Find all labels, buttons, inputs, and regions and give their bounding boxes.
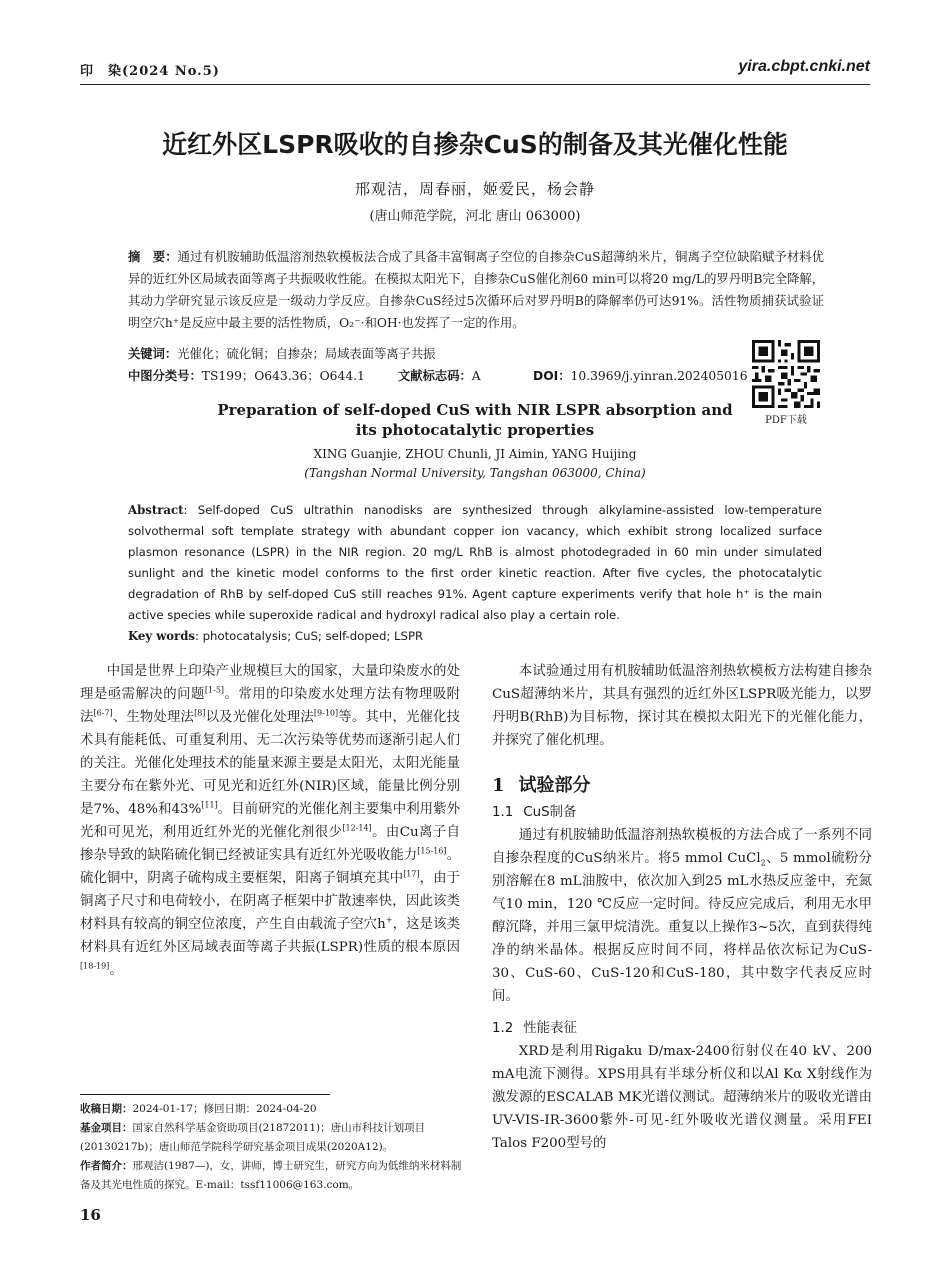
intro-text: 。常用的印染废水处理方法有物理吸附法 — [80, 687, 461, 725]
section-title: 性能表征 — [523, 1021, 577, 1036]
intro-text: ，这是该类材料具有近红外区局域表面等离子共振(LSPR)性质的根本原因 — [80, 917, 461, 955]
received-text: 2024-01-17；修回日期：2024-04-20 — [132, 1103, 317, 1115]
abstract-cn-label: 摘 要： — [128, 250, 178, 264]
doi-label: DOI： — [533, 369, 571, 383]
keywords-en-label: Key words — [128, 629, 195, 643]
author-label: 作者简介： — [80, 1160, 133, 1172]
keywords-cn-label: 关键词： — [128, 347, 178, 361]
section-number: 1 — [492, 775, 505, 796]
citation[interactable]: [1-5] — [204, 685, 225, 695]
paper-title-en-line2: its photocatalytic properties — [355, 421, 595, 439]
intro-text: 。硫化铜中，阴离子硫构成主要框架，阳离子铜填充其中 — [80, 848, 461, 886]
received-label: 收稿日期： — [80, 1103, 133, 1115]
section-heading-1-1 — [492, 802, 872, 824]
fund-label: 基金项目： — [80, 1122, 133, 1134]
paper-title-cn: 近红外区LSPR吸收的自掺杂CuS的制备及其光催化性能 — [162, 130, 788, 159]
clc-value: TS199；O643.36；O644.1 — [201, 369, 365, 383]
citation[interactable]: [6-7] — [93, 708, 113, 718]
qr-code-icon[interactable] — [752, 340, 820, 408]
classification-line — [128, 366, 748, 386]
pdf-download-label[interactable]: PDF下载 — [765, 415, 807, 426]
section-number: 1.1 — [492, 805, 514, 820]
header-divider — [80, 84, 870, 85]
intro-text: 。目前研究的光催化剂主要集中利用紫外光和可见光，利用近红外光的光催化剂很少 — [80, 802, 460, 840]
section-title: 试验部分 — [518, 775, 591, 796]
abstract-en-text: : Self-doped CuS ultrathin nanodisks are synthesized through alkylamine-assisted low-temperature solvothermal soft template strategy with abundant copper ion vacancy, which exhibit strong localized surface plasmon resonance (LSPR) in the NIR region. 20 mg/L RhB is almost photodegraded in 60 min under simulated sunlight and the kinetic model conforms to the first order kinetic reaction. After five cycles, the photocatalytic degradation of RhB by self-doped CuS still reaches 91%. Agent capture experiments verify that hole h⁺ is the main active species while superoxide radical and hydroxyl radical also play a certain role. — [128, 503, 822, 622]
paper-title-en — [160, 400, 790, 440]
intro-text: 。由Cu离子自掺杂导致的缺陷硫化铜已经被证实具有近红外光吸收能力 — [80, 825, 460, 863]
section-number: 1.2 — [492, 1021, 514, 1036]
fund-text: 国家自然科学基金资助项目(21872011)；唐山市科技计划项目(20130217b)；唐山师范学院科学研究基金项目成果(2020A12)。 — [80, 1122, 426, 1153]
citation[interactable]: [9-10] — [313, 708, 339, 718]
intro-text: 以及光催化处理法 — [205, 710, 314, 725]
section-heading-1-2 — [492, 1018, 872, 1040]
intro-text: ，由于铜离子尺寸和电荷较小，在阴离子框架中扩散速率快，因此该类材料具有较高的铜空位浓度，产生自由载流子空穴h — [80, 871, 461, 932]
citation[interactable]: [8] — [194, 708, 206, 718]
keywords-en — [128, 626, 822, 646]
section-title: CuS制备 — [523, 805, 577, 820]
received-date — [80, 1100, 462, 1119]
affiliation-cn: (唐山师范学院，河北 唐山 063000) — [369, 209, 581, 224]
superscript-plus: + — [385, 915, 393, 925]
authors-en: XING Guanjie, ZHOU Chunli, JI Aimin, YANG Huijing — [313, 447, 637, 461]
author-text: 邢观洁(1987—)，女，讲师，博士研究生，研究方向为低维纳米材料制备及其光电性质的探究。E-mail：tssf11006@163.com。 — [80, 1160, 462, 1191]
doc-code-value: A — [471, 369, 481, 383]
intro-paragraph — [80, 660, 460, 982]
abstract-en — [128, 500, 822, 626]
intro-text: 。 — [109, 963, 123, 978]
abstract-en-label: Abstract — [128, 503, 184, 517]
citation[interactable]: [12-14] — [342, 823, 372, 833]
keywords-cn — [128, 344, 748, 364]
intro-text: 中国是世界上印染产业规模巨大的国家，大量印染废水的处理是亟需解决的问题 — [80, 664, 460, 702]
affiliation-en: (Tangshan Normal University, Tangshan 063000, China) — [304, 466, 646, 480]
body-left-column — [80, 660, 460, 982]
journal-website[interactable]: yira.cbpt.cnki.net — [738, 58, 870, 75]
section-heading-1 — [492, 774, 872, 798]
intro-paragraph-2: 本试验通过用有机胺辅助低温溶剂热软模板方法构建自掺杂CuS超薄纳米片，其具有强烈的近红外区LSPR吸光能力，以罗丹明B(RhB)为目标物，探讨其在模拟太阳光下的光催化能力，并探究了催化机理。 — [492, 664, 872, 748]
authors-cn: 邢观洁，周春丽，姬爱民，杨会静 — [354, 180, 595, 198]
footnote-divider — [80, 1094, 330, 1095]
intro-text: 等。其中，光催化技术具有能耗低、可重复利用、无二次污染等优势而逐渐引起人们的关注。光催化处理技术的能量来源主要是太阳光，太阳光能量主要分布在紫外光、可见光和近红外(NIR)区域，能量比例分别是7%、48%和43% — [80, 710, 461, 817]
keywords-cn-text: 光催化；硫化铜；自掺杂；局域表面等离子共振 — [177, 347, 436, 361]
citation[interactable]: [11] — [201, 800, 218, 810]
paper-title-en-line1: Preparation of self-doped CuS with NIR LSPR absorption and — [217, 401, 733, 419]
journal-header: 印 染(2024 No.5) — [80, 64, 220, 79]
synthesis-text: 通过有机胺辅助低温溶剂热软模板的方法合成了一系列不同自掺杂程度的CuS纳米片。将5 mmol CuCl — [492, 828, 872, 866]
intro-text: 、生物处理法 — [112, 710, 195, 725]
characterization-paragraph: XRD是利用Rigaku D/max-2400衍射仪在40 kV、200 mA电流下测得。XPS用具有半球分析仪和以Al Kα X射线作为激发源的ESCALAB MK光谱仪测试。超薄纳米片的吸收光谱由UV-VIS-IR-3600紫外-可见-红外吸收光谱仪测量。采用FEI Talos F200型号的 — [492, 1044, 872, 1151]
clc-label: 中图分类号： — [128, 369, 202, 383]
fund-info — [80, 1119, 462, 1157]
body-right-column — [492, 660, 872, 1155]
doc-code-label: 文献标志码： — [398, 369, 472, 383]
citation[interactable]: [15-16] — [417, 846, 447, 856]
footnotes — [80, 1100, 462, 1195]
citation[interactable]: [18-19] — [80, 961, 110, 971]
synthesis-text: 、5 mmol硫粉分别溶解在8 mL油胺中，依次加入到25 mL水热反应釜中，充氮气10 min，120 ℃反应一定时间。待反应完成后，利用无水甲醇沉降，并用三氯甲烷清洗。重复以上操作3~5次，直到获得纯净的纳米晶体。根据反应时间不同，将样品依次标记为CuS-30、CuS-60、CuS-120和CuS-180，其中数字代表反应时间。 — [492, 851, 873, 1004]
doi-value[interactable]: 10.3969/j.yinran.202405016 — [570, 369, 748, 383]
page-number: 16 — [80, 1206, 101, 1224]
author-info — [80, 1157, 462, 1195]
citation[interactable]: [17] — [403, 869, 420, 879]
subscript: 2 — [760, 858, 766, 868]
abstract-cn-text: 通过有机胺辅助低温溶剂热软模板法合成了具备丰富铜离子空位的自掺杂CuS超薄纳米片，铜离子空位缺陷赋予材料优异的近红外区局域表面等离子共振吸收性能。在模拟太阳光下，自掺杂CuS催化剂60 min可以将20 mg/L的罗丹明B完全降解，其动力学研究显示该反应是一级动力学反应。自掺杂CuS经过5次循环后对罗丹明B的降解率仍可达91%。活性物质捕获试验证明空穴h⁺是反应中最主要的活性物质，O₂⁻·和OH·也发挥了一定的作用。 — [128, 250, 824, 330]
keywords-en-text: : photocatalysis; CuS; self-doped; LSPR — [194, 629, 424, 643]
synthesis-paragraph — [492, 824, 872, 1008]
abstract-cn — [128, 246, 824, 334]
